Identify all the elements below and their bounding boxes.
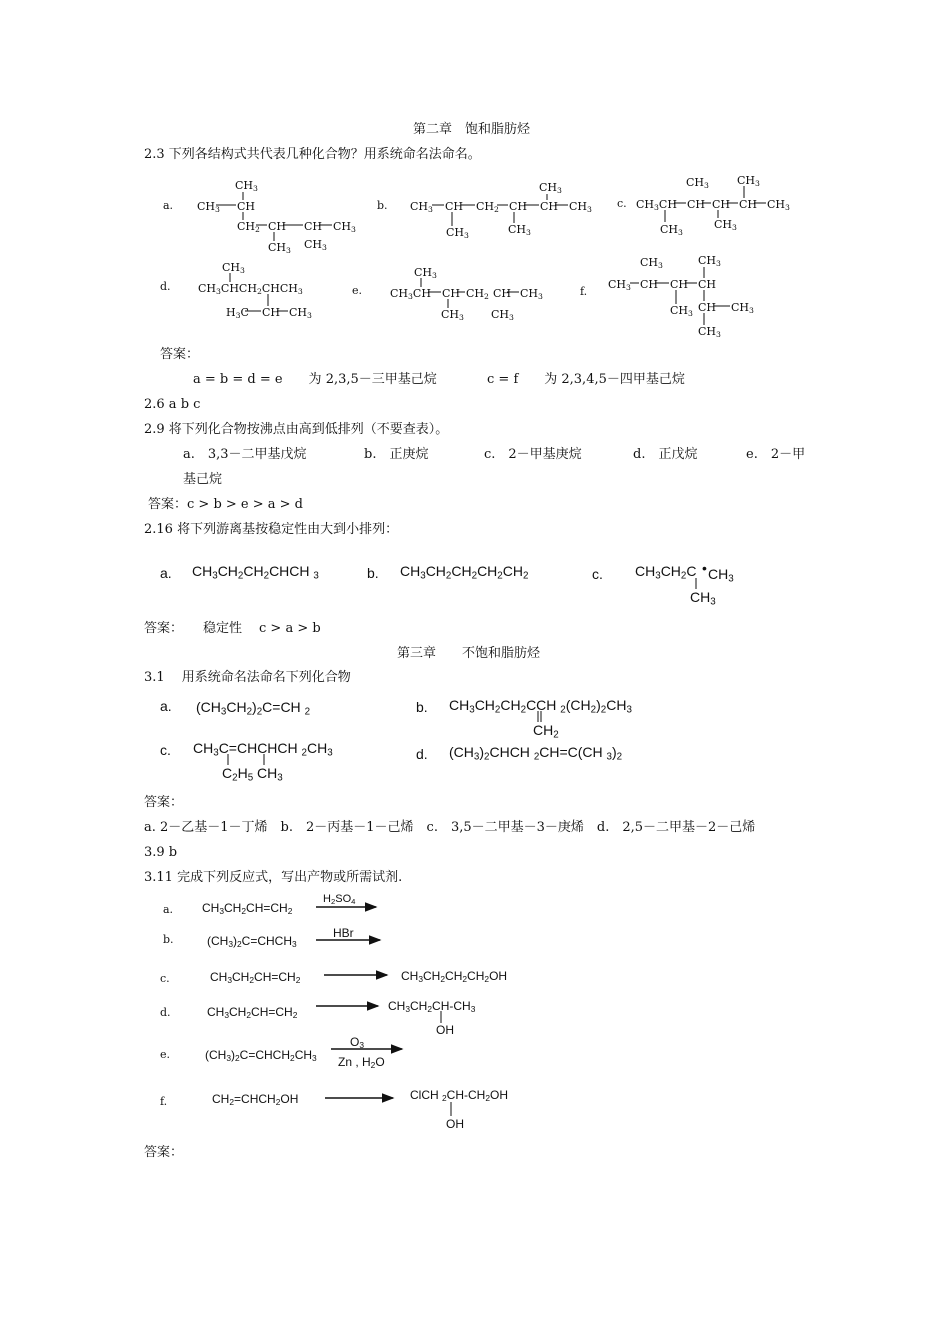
reagent-e-top: $O_3$ — [350, 1035, 365, 1051]
reactant-b: $(CH_3)_2C=CHCH_3$ — [207, 934, 297, 950]
q216-label-a: a. — [160, 565, 172, 581]
label-c: c. — [617, 197, 627, 210]
q29-item-a: a. 3,3－二甲基戊烷 — [183, 447, 307, 462]
question-3-9: 3.9 b — [144, 845, 178, 860]
final-answer-label: 答案： — [144, 1145, 184, 1160]
q216-label-b: b. — [367, 565, 379, 581]
question-3-11: 3.11 完成下列反应式，写出产物或所需试剂. — [144, 870, 403, 885]
q31-label-c: c. — [160, 742, 171, 758]
answer-3-1: a. 2－乙基－1－丁烯 b. 2－丙基－1－己烯 c. 3,5－二甲基－3－庚烯 d. 2,5－二甲基－2－己烯 — [144, 820, 756, 835]
answer-2-3-left: a = b = d = e 为 2,3,5－三甲基己烷 — [193, 372, 437, 387]
reactant-f: $CH_2=CHCH_2OH$ — [212, 1092, 299, 1108]
question-2-6: 2.6 a b c — [144, 397, 201, 412]
q29-item-e-wrap: 基己烷 — [183, 472, 223, 487]
reagent-a: $H_2SO_4$ — [323, 893, 356, 906]
q29-item-b: b. 正庚烷 — [364, 447, 429, 462]
reactant-a: $CH_3CH_2CH=CH_2$ — [202, 901, 293, 917]
compound-3-1-a: $(CH_3CH_2)_2C=CH$ $_2$ — [196, 699, 311, 718]
question-2-9: 2.9 将下列化合物按沸点由高到低排列（不要查表）。 — [144, 422, 449, 437]
reactant-e: $(CH_3)_2C=CHCH_2CH_3$ — [205, 1048, 317, 1064]
chapter2-title: 第二章 饱和脂肪烃 — [413, 122, 531, 137]
q31-label-d: d. — [416, 746, 428, 762]
label-d: d. — [160, 280, 171, 293]
q311-label-a: a. — [163, 903, 174, 916]
reagent-b: HBr — [333, 926, 354, 940]
product-f-oh: OH — [446, 1117, 464, 1131]
product-d: $CH_3CH_2CH-CH_3$ — [388, 999, 476, 1015]
label-f: f. — [580, 285, 588, 298]
product-c: $CH_3CH_2CH_2CH_2OH$ — [401, 969, 508, 985]
radical-a: $CH_3CH_2CH_2CHCH$ $_3$ — [192, 563, 319, 582]
label-a: a. — [163, 199, 174, 212]
product-d-oh: OH — [436, 1023, 454, 1037]
label-e: e. — [352, 284, 363, 297]
reactant-d: $CH_3CH_2CH=CH_2$ — [207, 1005, 298, 1021]
answer-2-16-order: c > a > b — [259, 621, 321, 636]
q311-label-f: f. — [160, 1095, 168, 1108]
q29-item-e: e. 2－甲 — [746, 447, 806, 462]
q311-label-b: b. — [163, 933, 174, 946]
q31-label-a: a. — [160, 698, 172, 714]
compound-3-1-d: $(CH_3)_2CHCH$ $_2$CH=C(CH $_3)_2$ — [449, 744, 623, 763]
answer-label-2-16: 答案： — [144, 621, 184, 636]
question-2-16: 2.16 将下列游离基按稳定性由大到小排列： — [144, 522, 399, 537]
answer-label-2-3: 答案： — [160, 347, 200, 362]
q216-label-c: c. — [592, 566, 603, 582]
radical-b: $CH_3CH_2CH_2CH_2CH_2$ — [400, 563, 529, 582]
answer-2-3-right: c = f 为 2,3,4,5－四甲基己烷 — [487, 372, 685, 387]
reactant-c: $CH_3CH_2CH=CH_2$ — [210, 970, 301, 986]
answer-2-9: 答案：c > b > e > a > d — [148, 497, 303, 512]
reagent-e-bottom: Zn , $H_2O$ — [338, 1055, 385, 1071]
answer-2-16-mid: 稳定性 — [203, 621, 243, 636]
chapter3-title: 第三章 不饱和脂肪烃 — [397, 646, 541, 661]
q311-label-d: d. — [160, 1006, 171, 1019]
q29-item-d: d. 正戊烷 — [633, 447, 698, 462]
q29-item-c: c. 2－甲基庚烷 — [484, 447, 582, 462]
label-b: b. — [377, 199, 388, 212]
question-3-1: 3.1 用系统命名法命名下列化合物 — [144, 670, 351, 685]
q31-label-b: b. — [416, 699, 428, 715]
product-f: ClCH $_2CH-CH_2OH$ — [410, 1088, 509, 1104]
q311-label-e: e. — [160, 1048, 171, 1061]
answer-label-3-1: 答案： — [144, 795, 184, 810]
q311-label-c: c. — [160, 972, 170, 985]
question-2-3: 2.3 下列各结构式共代表几种化合物？用系统命名法命名。 — [144, 147, 481, 162]
